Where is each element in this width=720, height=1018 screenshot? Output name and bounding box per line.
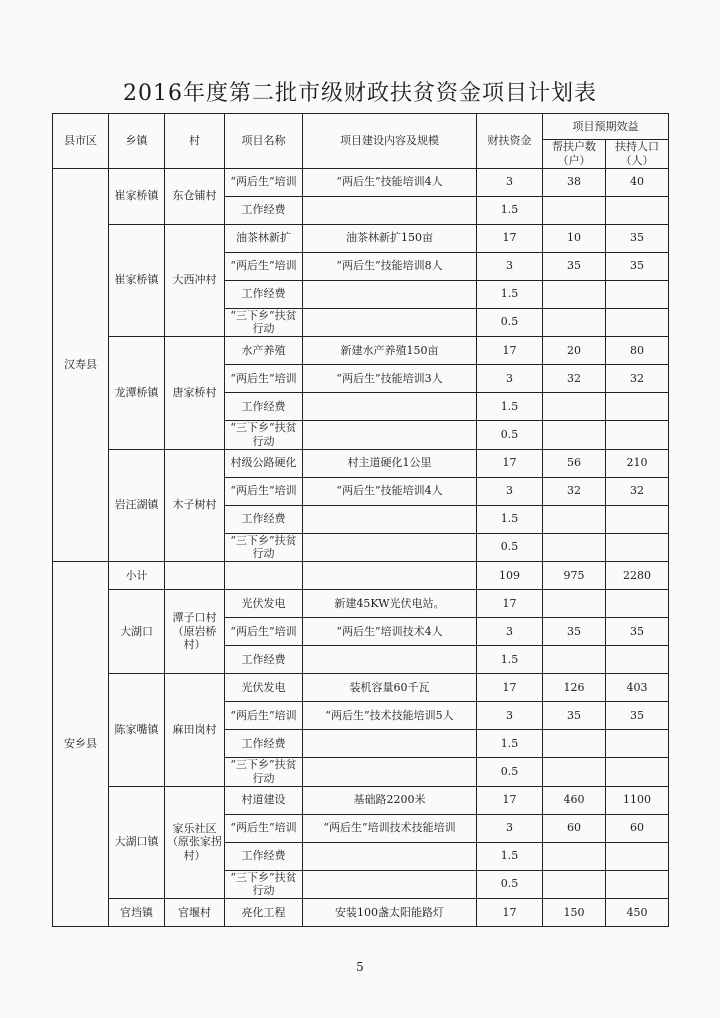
funds-cell: 1.5 <box>477 646 543 674</box>
project-name-cell: “两后生”培训 <box>225 252 303 280</box>
content-cell: “两后生”技能培训3人 <box>303 365 477 393</box>
table-row <box>53 899 669 927</box>
project-name-cell: 光伏发电 <box>225 674 303 702</box>
households-cell <box>543 308 606 337</box>
header-project-name: 项目名称 <box>225 114 303 169</box>
table-row <box>53 224 669 252</box>
content-cell <box>303 393 477 421</box>
households-cell: 56 <box>543 449 606 477</box>
population-cell: 32 <box>606 477 669 505</box>
content-cell <box>303 730 477 758</box>
project-name-cell: 工作经费 <box>225 730 303 758</box>
population-cell: 35 <box>606 224 669 252</box>
funds-cell: 17 <box>477 786 543 814</box>
households-cell: 35 <box>543 618 606 646</box>
page-title: 2016年度第二批市级财政扶贫资金项目计划表 <box>123 81 597 106</box>
content-cell <box>303 421 477 450</box>
subtotal-row <box>53 562 669 590</box>
households-cell: 126 <box>543 674 606 702</box>
project-name-cell: 工作经费 <box>225 196 303 224</box>
households-cell <box>543 533 606 562</box>
project-name-cell: 油茶林新扩 <box>225 224 303 252</box>
project-name-cell: “两后生”培训 <box>225 477 303 505</box>
content-cell <box>303 196 477 224</box>
households-cell <box>543 646 606 674</box>
funds-cell: 0.5 <box>477 758 543 787</box>
subtotal-funds: 109 <box>477 562 543 590</box>
table-row <box>53 590 669 618</box>
content-cell <box>303 533 477 562</box>
population-cell <box>606 646 669 674</box>
households-cell: 32 <box>543 365 606 393</box>
content-cell: “两后生”技术技能培训5人 <box>303 702 477 730</box>
town-cell: 崔家桥镇 <box>109 168 165 224</box>
population-cell <box>606 421 669 450</box>
town-cell: 官垱镇 <box>109 899 165 927</box>
funds-cell: 17 <box>477 899 543 927</box>
content-cell: 新建水产养殖150亩 <box>303 337 477 365</box>
village-cell: 唐家桥村 <box>165 337 225 450</box>
population-cell: 35 <box>606 702 669 730</box>
content-cell: “两后生”技能培训8人 <box>303 252 477 280</box>
households-cell: 20 <box>543 337 606 365</box>
households-cell: 32 <box>543 477 606 505</box>
households-cell <box>543 280 606 308</box>
project-name-cell: 亮化工程 <box>225 899 303 927</box>
households-cell: 60 <box>543 814 606 842</box>
population-cell: 35 <box>606 618 669 646</box>
project-name-cell: “三下乡”扶贫行动 <box>225 758 303 787</box>
population-cell <box>606 870 669 899</box>
content-cell: “两后生”培训技术技能培训 <box>303 814 477 842</box>
project-name-cell: “三下乡”扶贫行动 <box>225 308 303 337</box>
header-benefit: 项目预期效益 <box>543 114 669 140</box>
content-cell <box>303 842 477 870</box>
content-cell: 新建45KW光伏电站。 <box>303 590 477 618</box>
header-town: 乡镇 <box>109 114 165 169</box>
content-cell: 村主道硬化1公里 <box>303 449 477 477</box>
project-name-cell: 工作经费 <box>225 505 303 533</box>
funds-cell: 17 <box>477 590 543 618</box>
content-cell <box>303 758 477 787</box>
content-cell <box>303 280 477 308</box>
households-cell: 35 <box>543 702 606 730</box>
project-name-cell: “两后生”培训 <box>225 618 303 646</box>
project-name-cell: “三下乡”扶贫行动 <box>225 421 303 450</box>
town-cell: 崔家桥镇 <box>109 224 165 337</box>
population-cell <box>606 280 669 308</box>
population-cell <box>606 533 669 562</box>
project-name-cell: “两后生”培训 <box>225 168 303 196</box>
funds-cell: 1.5 <box>477 393 543 421</box>
header-content: 项目建设内容及规模 <box>303 114 477 169</box>
households-cell <box>543 758 606 787</box>
village-cell: 官堰村 <box>165 899 225 927</box>
header-funds: 财扶资金 <box>477 114 543 169</box>
population-cell <box>606 308 669 337</box>
funds-cell: 0.5 <box>477 308 543 337</box>
funds-cell: 0.5 <box>477 870 543 899</box>
households-cell: 460 <box>543 786 606 814</box>
funds-cell: 1.5 <box>477 842 543 870</box>
households-cell: 150 <box>543 899 606 927</box>
funds-cell: 3 <box>477 618 543 646</box>
population-cell <box>606 196 669 224</box>
content-cell: “两后生”技能培训4人 <box>303 477 477 505</box>
households-cell <box>543 590 606 618</box>
households-cell <box>543 730 606 758</box>
content-cell: 装机容量60千瓦 <box>303 674 477 702</box>
content-cell <box>303 308 477 337</box>
funds-cell: 1.5 <box>477 505 543 533</box>
funds-cell: 3 <box>477 814 543 842</box>
population-cell <box>606 730 669 758</box>
table-row <box>53 786 669 814</box>
funds-cell: 0.5 <box>477 533 543 562</box>
project-name-cell: 工作经费 <box>225 393 303 421</box>
table-row <box>53 337 669 365</box>
population-cell <box>606 590 669 618</box>
header-county: 县市区 <box>53 114 109 169</box>
households-cell <box>543 870 606 899</box>
population-cell: 1100 <box>606 786 669 814</box>
project-plan-table <box>52 113 669 927</box>
subtotal-village-empty <box>165 562 225 590</box>
content-cell: 基础路2200米 <box>303 786 477 814</box>
project-name-cell: “两后生”培训 <box>225 702 303 730</box>
project-name-cell: “两后生”培训 <box>225 814 303 842</box>
subtotal-households: 975 <box>543 562 606 590</box>
population-cell: 40 <box>606 168 669 196</box>
population-cell <box>606 758 669 787</box>
funds-cell: 3 <box>477 252 543 280</box>
town-cell: 陈家嘴镇 <box>109 674 165 787</box>
project-name-cell: “三下乡”扶贫行动 <box>225 533 303 562</box>
subtotal-population: 2280 <box>606 562 669 590</box>
village-cell: 东仓铺村 <box>165 168 225 224</box>
subtotal-label: 小计 <box>109 562 165 590</box>
project-name-cell: 工作经费 <box>225 280 303 308</box>
funds-cell: 1.5 <box>477 280 543 308</box>
subtotal-content-empty <box>303 562 477 590</box>
project-name-cell: 光伏发电 <box>225 590 303 618</box>
header-population: 扶持人口（人） <box>606 140 669 169</box>
project-name-cell: 村级公路硬化 <box>225 449 303 477</box>
funds-cell: 0.5 <box>477 421 543 450</box>
project-name-cell: 工作经费 <box>225 646 303 674</box>
content-cell: “两后生”技能培训4人 <box>303 168 477 196</box>
town-cell: 大湖口镇 <box>109 786 165 899</box>
funds-cell: 3 <box>477 168 543 196</box>
header-village: 村 <box>165 114 225 169</box>
population-cell: 35 <box>606 252 669 280</box>
households-cell <box>543 393 606 421</box>
village-cell: 潭子口村（原岩桥村） <box>165 590 225 674</box>
funds-cell: 3 <box>477 477 543 505</box>
content-cell <box>303 870 477 899</box>
population-cell: 210 <box>606 449 669 477</box>
header-households: 帮扶户数（户） <box>543 140 606 169</box>
population-cell <box>606 393 669 421</box>
population-cell: 32 <box>606 365 669 393</box>
project-name-cell: 水产养殖 <box>225 337 303 365</box>
county-cell: 汉寿县 <box>53 168 109 562</box>
households-cell <box>543 421 606 450</box>
page-number: 5 <box>356 960 364 974</box>
funds-cell: 17 <box>477 674 543 702</box>
households-cell <box>543 842 606 870</box>
village-cell: 麻田岗村 <box>165 674 225 787</box>
table-row <box>53 674 669 702</box>
population-cell: 60 <box>606 814 669 842</box>
population-cell: 403 <box>606 674 669 702</box>
funds-cell: 17 <box>477 449 543 477</box>
village-cell: 木子树村 <box>165 449 225 562</box>
project-name-cell: 工作经费 <box>225 842 303 870</box>
table-row <box>53 168 669 196</box>
households-cell: 10 <box>543 224 606 252</box>
table-row <box>53 449 669 477</box>
funds-cell: 3 <box>477 702 543 730</box>
population-cell: 80 <box>606 337 669 365</box>
village-cell: 家乐社区（原张家拐村） <box>165 786 225 899</box>
content-cell: 油茶林新扩150亩 <box>303 224 477 252</box>
households-cell: 38 <box>543 168 606 196</box>
funds-cell: 17 <box>477 337 543 365</box>
project-name-cell: “三下乡”扶贫行动 <box>225 870 303 899</box>
town-cell: 岩汪湖镇 <box>109 449 165 562</box>
subtotal-name-empty <box>225 562 303 590</box>
funds-cell: 17 <box>477 224 543 252</box>
county-cell: 安乡县 <box>53 562 109 927</box>
funds-cell: 1.5 <box>477 196 543 224</box>
funds-cell: 1.5 <box>477 730 543 758</box>
content-cell: 安装100盏太阳能路灯 <box>303 899 477 927</box>
project-name-cell: “两后生”培训 <box>225 365 303 393</box>
households-cell <box>543 196 606 224</box>
village-cell: 大西冲村 <box>165 224 225 337</box>
population-cell <box>606 505 669 533</box>
funds-cell: 3 <box>477 365 543 393</box>
content-cell <box>303 646 477 674</box>
households-cell <box>543 505 606 533</box>
content-cell: “两后生”培训技术4人 <box>303 618 477 646</box>
town-cell: 大湖口 <box>109 590 165 674</box>
town-cell: 龙潭桥镇 <box>109 337 165 450</box>
households-cell: 35 <box>543 252 606 280</box>
content-cell <box>303 505 477 533</box>
project-name-cell: 村道建设 <box>225 786 303 814</box>
population-cell <box>606 842 669 870</box>
population-cell: 450 <box>606 899 669 927</box>
